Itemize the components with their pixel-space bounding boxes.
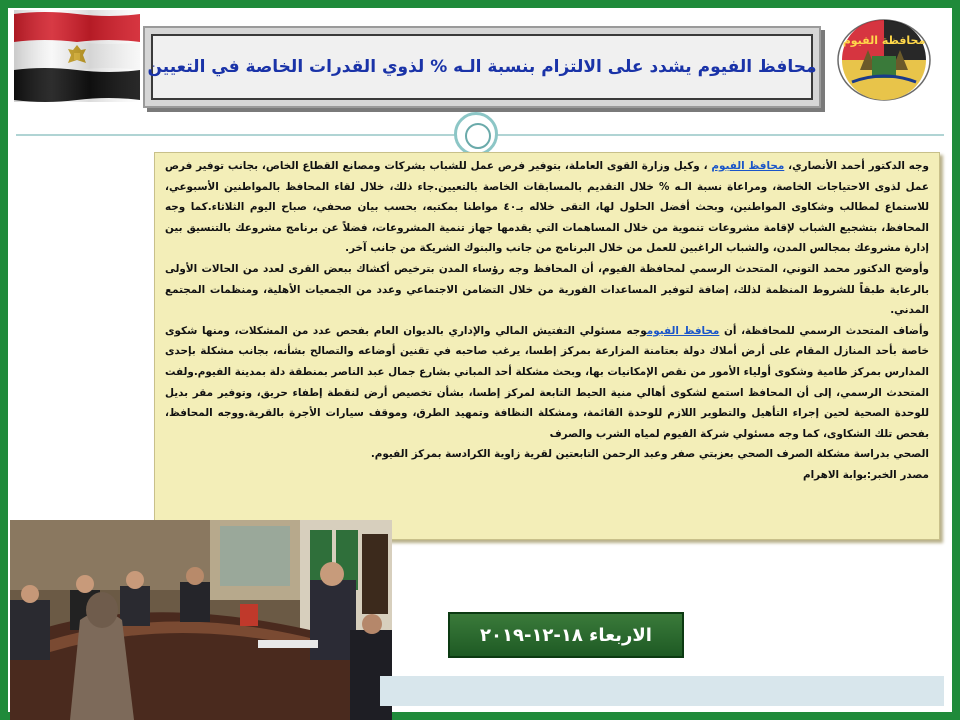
text-run: ، وكيل وزارة القوى العاملة، بتوفير فرص عمل للشباب بشركات ومصانع القطاع الخاص، بجانب توفير فرص عمل لذوى الاحتياجات الخاصة، ومراعاة نسبة الـه % خلال التقديم بالمسابقات الخاصة بالتعيين.جاء ذلك، خلال لقاء المحافظ بالمواطنين الأسبوعي، للاستماع لمطالب وشكاوى المواطنين، وبحث أفضل الحلول لها، التقى خلاله بـ٤٠ مواطنا بمكتبه، بحسب بيان صحفي، صباح اليوم الثلاثاء.كما وجه المحافظ، بتشجيع الشباب لإقامة مشروعات تنموية من خلال المساهمات التي يقدمها جهاز تنمية المشروعات، فضلاً عن برنامج مشروعك بالتنسيق بين إدارة مشروعك بمجالس المدن، والشباب الراغبين للعمل من خلال البرنامج من جانب والبنوك الشريكة من جانب آخر.	[165, 160, 929, 255]
bottom-strip	[380, 676, 944, 706]
text-run: وجه مسئولي التفتيش المالي والإداري بالديوان العام بفحص عدد من المشكلات، ومنها شكوى خاصة بأحد المنازل المقام على أرض أملاك دولة بعتامنة المزارعة بمركز إطسا، يرغب صاحبه في تقنين أوضاعه والتصالح بشأنه، بجانب مشكلة بإحدى المدارس بمركز طامية وشكوى أولياء الأمور من نقص الإمكانيات بها، وبحث مشكلة أحد المباني بشارع جمال عبد الناصر بمنطقة دلة بمدينة الفيوم.ولفت المتحدث الرسمي، إلى أن المحافظ استمع لشكوى أهالي منية الحيط التابعة لمركز إطسا، بشأن تخصيص أرض لنقطة إطفاء حريق، وتوفير مقر بديل للوحدة الصحية لحين إجراء التأهيل والتطوير اللازم للوحدة القائمة، ومشكلة النظافة وتمهيد الطرق، وموقف سيارات الأجرة بالقرية.ووجه المحافظ، بفحص تلك الشكاوى، كما وجه مسئولي شركة الفيوم لمياه الشرب والصرف	[165, 324, 929, 440]
article-paragraph-2: وأوضح الدكتور محمد التوني، المتحدث الرسمي لمحافظة الفيوم، أن المحافظ وجه رؤساء المدن بترخيص أكشاك ببعض القرى لعدد من الحالات الأولى بالرعاية طبقاً للشروط المنظمة لذلك، إضافة لتوفير المساعدات الفورية من خلال التضامن الاجتماعي وعدد من الجمعيات الأهلية، ومنظمات المجتمع المدني.	[165, 262, 929, 317]
meeting-photo	[10, 520, 392, 720]
fayoum-governor-link-2[interactable]: محافظ الفيوم	[646, 324, 720, 337]
article-paragraph-3	[165, 321, 929, 445]
date-text: الاربعاء ١٨-١٢-٢٠١٩	[480, 624, 652, 646]
page-title: محافظ الفيوم يشدد على الالتزام بنسبة الـه % لذوي القدرات الخاصة في التعيين	[147, 57, 817, 77]
text-run: وأضاف المتحدث الرسمي للمحافظة، أن	[719, 324, 929, 337]
headline-box	[143, 26, 821, 108]
svg-text:محافظة الفيوم: محافظة الفيوم	[842, 34, 926, 47]
headline-panel	[147, 34, 817, 100]
article-body	[154, 152, 940, 540]
fayoum-governorate-logo	[832, 12, 936, 104]
article-paragraph-1	[165, 156, 929, 259]
fayoum-governor-link[interactable]: محافظ الفيوم	[711, 160, 785, 172]
egypt-flag-icon	[14, 10, 140, 102]
article-source: مصدر الخبر:بوابة الاهرام	[802, 468, 929, 481]
article-paragraph-4: الصحي بدراسة مشكلة الصرف الصحي بعزبتي صفر وعبد الرحمن التابعتين لقرية زاوية الكرادسة بمركز الفيوم.	[370, 448, 929, 461]
text-run: وجه الدكتور أحمد الأنصاري،	[784, 160, 930, 172]
divider-ornament-icon	[454, 112, 498, 156]
date-banner	[448, 612, 684, 658]
